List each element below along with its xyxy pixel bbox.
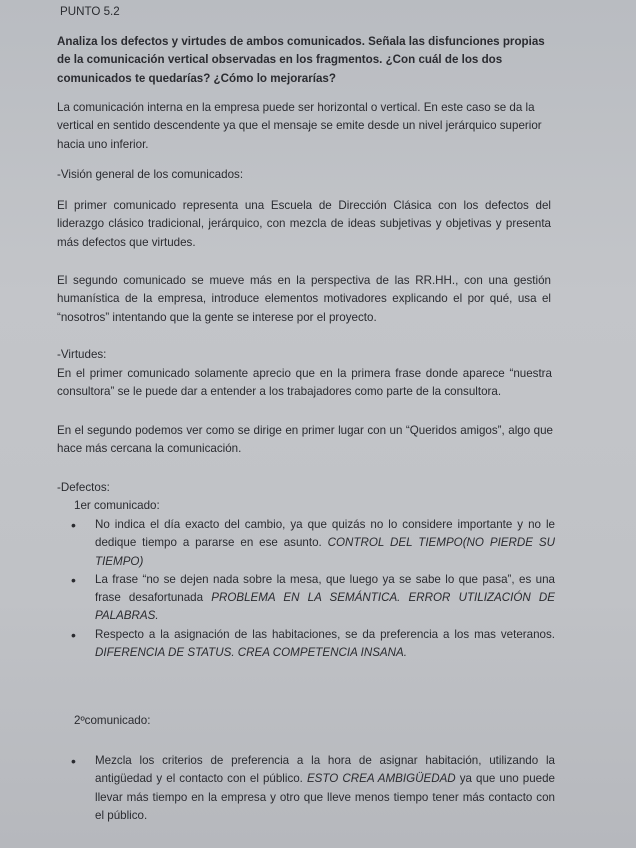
- item-emphasis: DIFERENCIA DE STATUS. CREA COMPETENCIA INSANA.: [95, 646, 407, 660]
- overview-title: -Visión general de los comunicados:: [57, 168, 244, 181]
- list-item: [59, 516, 555, 571]
- list-item: [59, 752, 555, 825]
- item-text: Mezcla los criterios de preferencia a la hora de asignar habitación, utilizando la antigüedad y el contacto con el público.: [95, 754, 555, 786]
- item-text: Respecto a la asignación de las habitaciones, se da preferencia a los mas veteranos.: [95, 627, 555, 641]
- second-communique-label: 2ºcomunicado:: [74, 714, 151, 727]
- section-heading: PUNTO 5.2: [60, 5, 120, 18]
- item-emphasis: PROBLEMA EN LA SEMÁNTICA. ERROR UTILIZACIÓN DE PALABRAS.: [95, 591, 555, 623]
- first-communique-label: 1er comunicado:: [74, 499, 160, 512]
- list-item: [59, 626, 555, 663]
- item-text: La frase “no se dejen nada sobre la mesa, que luego ya se sabe lo que pasa”, es una frase desafortunada: [95, 572, 555, 605]
- defects-title: -Defectos:: [57, 481, 110, 494]
- virtues-title: -Virtudes:: [57, 348, 107, 361]
- question-text: Analiza los defectos y virtudes de ambos comunicados. Señala las disfunciones propias de la comunicación vertical observadas en los fragmentos. ¿Con cuál de los dos comunicados te quedarías? ¿Cómo lo mejorarías?: [57, 35, 545, 85]
- item-text-continued: ya que uno puede llevar más tiempo en la empresa y otro que lleve menos tiempo tener más contacto con el público.: [95, 772, 555, 822]
- overview-paragraph-2: El segundo comunicado se mueve más en la perspectiva de las RR.HH., con una gestión humanística de la empresa, introduce elementos motivadores explicando el por qué, usa el “nosotros” intentando que la gente se interese por el proyecto.: [57, 274, 551, 324]
- list-item: [59, 571, 555, 626]
- intro-paragraph: La comunicación interna en la empresa puede ser horizontal o vertical. En este caso se da la vertical en sentido descendente ya que el mensaje se emite desde un nivel jerárquico superior hacia uno inferior.: [57, 101, 542, 151]
- overview-paragraph-1: El primer comunicado representa una Escuela de Dirección Clásica con los defectos del liderazgo clásico tradicional, jerárquico, con mezcla de ideas subjetivas y objetivas y presenta más defectos que virtudes.: [57, 199, 551, 249]
- virtues-paragraph-2: En el segundo podemos ver como se dirige en primer lugar con un “Queridos amigos”, algo que hace más cercana la comunicación.: [57, 424, 553, 456]
- item-emphasis: ESTO CREA AMBIGÜEDAD: [306, 772, 456, 786]
- item-text: No indica el día exacto del cambio, ya que quizás no lo considere importante y no le dedique tiempo a pararse en ese asunto.: [95, 518, 555, 550]
- first-communique-list: [59, 516, 555, 662]
- virtues-paragraph-1: En el primer comunicado solamente aprecio que en la primera frase donde aparece “nuestra consultora” se le puede dar a entender a los trabajadores como parte de la consultora.: [57, 367, 552, 399]
- second-communique-list: [59, 752, 555, 825]
- item-emphasis: CONTROL DEL TIEMPO(NO PIERDE SU TIEMPO): [95, 536, 555, 568]
